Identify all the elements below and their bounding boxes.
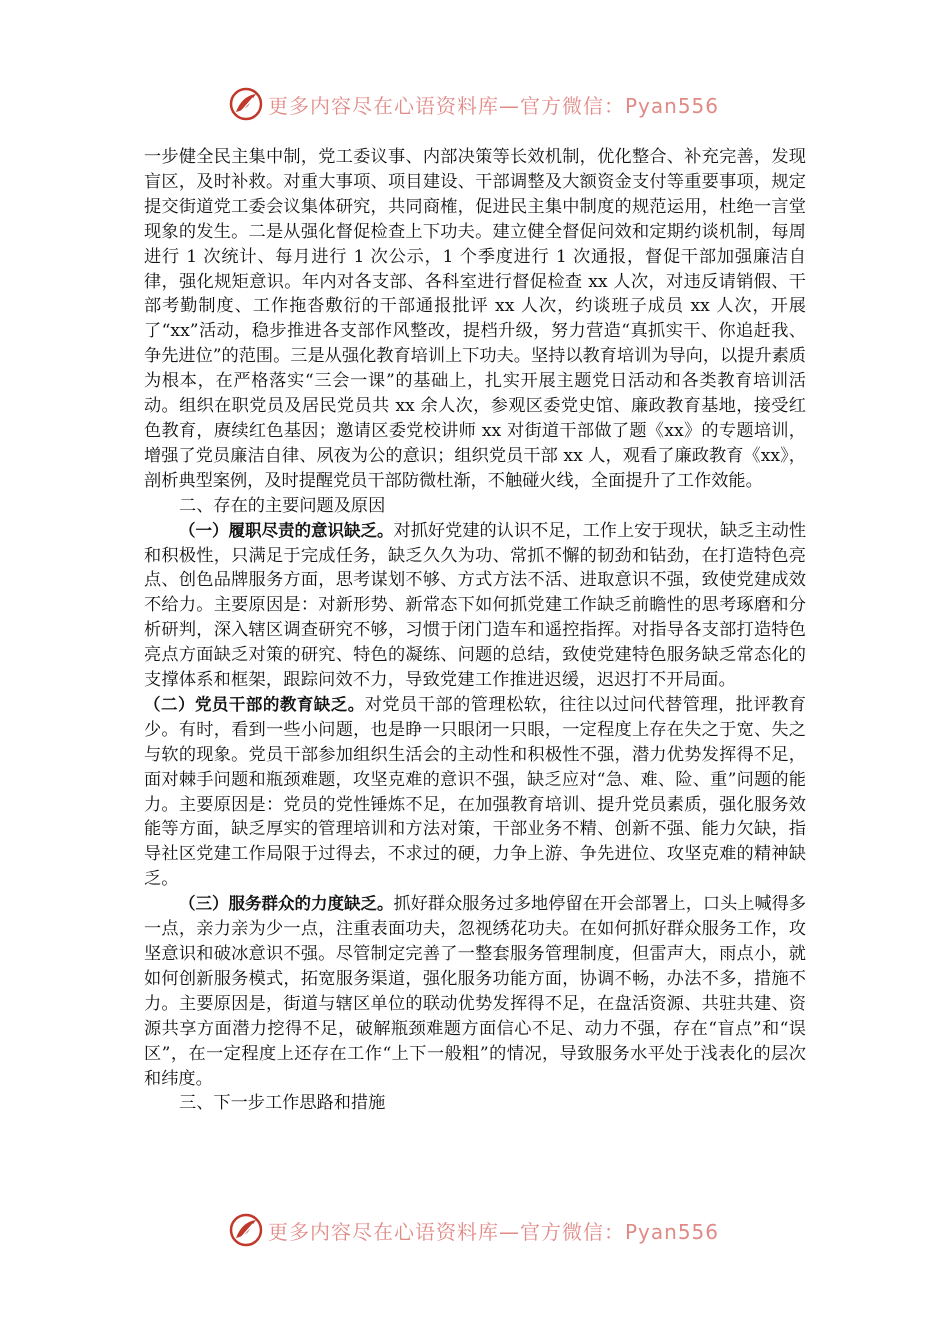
section-heading-next-steps: 三、下一步工作思路和措施 [179,1093,386,1114]
subsection-body: 对党员干部的管理松软，往往以过问代替管理，批评教育少。有时，看到一些小问题，也是睁一只眼闭一只眼，一定程度上存在失之于宽、失之与软的现象。党员干部参加组织生活会的主动性和积极性不强，潜力优势发挥得不足，面对棘手问题和瓶颈难题，攻坚克难的意识不强，缺乏应对“急、难、险、重”问题的能力。主要原因是：党员的党性锤炼不足，在加强教育培训、提升党员素质，强化服务效能等方面，缺乏厚实的管理培训和方法对策，干部业务不精、创新不强、能力欠缺，指导社区党建工作局限于过得去，不求过的硬，力争上游、争先进位、攻坚克难的精神缺乏。 [144,694,806,890]
paragraph: 一步健全民主集中制，党工委议事、内部决策等长效机制，优化整合、补充完善，发现盲区，及时补救。对重大事项、项目建设、干部调整及大额资金支付等重要事项，规定提交街道党工委会议集体研究，共同商榷，促进民主集中制度的规范运用，杜绝一言堂现象的发生。二是从强化督促检查上下功夫。建立健全督促问效和定期约谈机制，每周进行 1 次统计、每月进行 1 次公示，1 个季度进行 1 次通报，督促干部加强廉洁自律，强化规矩意识。年内对各支部、各科室进行督促检查 xx 人次，对违反请销假、干部考勤制度、工作拖沓敷衍的干部通报批评 xx 人次，约谈班子成员 xx 人次，开展了“xx”活动，稳步推进各支部作风整改，提档升级，努力营造“真抓实干、你追赶我、争先进位”的范围。三是从强化教育培训上下功夫。坚持以教育培训为导向，以提升素质为根本，在严格落实“三会一课”的基础上，扎实开展主题党日活动和各类教育培训活动。组织在职党员及居民党员共 xx 余人次，参观区委党史馆、廉政教育基地，接受红色教育，赓续红色基因；邀请区委党校讲师 xx 对街道干部做了题《xx》的专题培训，增强了党员廉洁自律、夙夜为公的意识；组织党员干部 xx 人，观看了廉政教育《xx》，剖析典型案例，及时提醒党员干部防微杜渐，不触碰火线，全面提升了工作效能。 [144,147,806,491]
paragraph-subsection [144,892,806,1091]
brush-logo-icon [228,1212,264,1248]
watermark-text: 更多内容尽在心语资料库—官方微信：Pyan556 [268,1219,720,1244]
subsection-body: 对抓好党建的认识不足，工作上安于现状，缺乏主动性和积极性，只满足于完成任务，缺乏久久为功、常抓不懈的韧劲和钻劲，在打造特色亮点、创色品牌服务方面，思考谋划不够、方式方法不活、进取意识不强，致使党建成效不给力。主要原因是：对新形势、新常态下如何抓党建工作缺乏前瞻性的思考琢磨和分析研判，深入辖区调查研究不够，习惯于闭门造车和遥控指挥。对指导各支部打造特色亮点方面缺乏对策的研究、特色的凝练、问题的总结，致使党建特色服务缺乏常态化的支撑体系和框架，跟踪问效不力，导致党建工作推进迟缓，迟迟打不开局面。 [144,520,807,691]
header-watermark-banner [228,84,719,124]
brush-logo-icon [228,86,264,122]
paragraph-subsection [144,519,806,893]
subsection-title: （三）服务群众的力度缺乏。 [179,894,394,914]
watermark-text: 更多内容尽在心语资料库—官方微信：Pyan556 [268,93,720,118]
footer-watermark-banner [228,1210,719,1250]
subsection-title: （二）党员干部的教育缺乏。 [144,694,365,714]
subsection-title: （一）履职尽责的意识缺乏。 [179,520,394,540]
subsection-body: 抓好群众服务过多地停留在开会部署上，口头上喊得多一点，亲力亲为少一点，注重表面功夫，忽视绣花功夫。在如何抓好群众服务工作，攻坚意识和破冰意识不强。尽管制定完善了一整套服务管理制度，但雷声大，雨点小，就如何创新服务模式，拓宽服务渠道，强化服务功能方面，协调不畅，办法不多，措施不力。主要原因是，街道与辖区单位的联动优势发挥得不足，在盘活资源、共驻共建、资源共享方面潜力挖得不足，破解瓶颈难题方面信心不足、动力不强，存在“盲点”和“误区”，在一定程度上还存在工作“上下一般粗”的情况，导致服务水平处于浅表化的层次和纬度。 [144,894,807,1089]
document-body [144,145,806,1116]
section-heading-problems: 二、存在的主要问题及原因 [179,495,386,516]
